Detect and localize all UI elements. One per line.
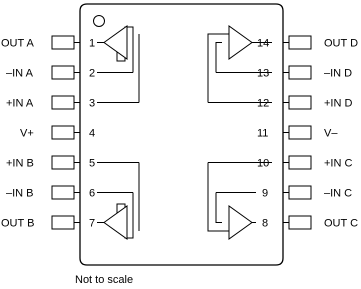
pin1-indicator-dot <box>94 16 105 27</box>
pin-6-name: –IN B <box>6 187 34 200</box>
pin-1-number: 1 <box>89 37 96 50</box>
pin-2-name: –IN A <box>6 67 33 80</box>
pin-10-name: +IN C <box>324 157 353 170</box>
pin-9-number: 9 <box>262 187 269 200</box>
scale-note: Not to scale <box>75 274 134 286</box>
pin-13-name: –IN D <box>324 67 353 80</box>
pin-14-name: OUT D <box>324 37 359 50</box>
pin-4-name: V+ <box>20 127 34 140</box>
pin-12-number: 12 <box>257 97 270 110</box>
pin-14-number: 14 <box>257 37 270 50</box>
pin-4-number: 4 <box>89 127 96 140</box>
pin-8-number: 8 <box>262 217 269 230</box>
pin-6-number: 6 <box>89 187 96 200</box>
pin-3-name: +IN A <box>6 97 34 110</box>
pin-11-number: 11 <box>257 127 269 140</box>
pin-10-number: 10 <box>257 157 270 170</box>
pin-5-name: +IN B <box>6 157 34 170</box>
pin-1-name: OUT A <box>1 37 34 50</box>
pin-3-number: 3 <box>89 97 96 110</box>
pin-5-number: 5 <box>89 157 96 170</box>
pin-9-name: –IN C <box>324 187 353 200</box>
pin-12-name: +IN D <box>324 97 353 110</box>
pin-13-number: 13 <box>257 67 270 80</box>
pin-2-number: 2 <box>89 67 96 80</box>
pin-7-number: 7 <box>89 217 96 230</box>
pin-8-name: OUT C <box>324 217 359 230</box>
pin-11-name: V– <box>324 127 338 140</box>
pin-7-name: OUT B <box>1 217 35 230</box>
